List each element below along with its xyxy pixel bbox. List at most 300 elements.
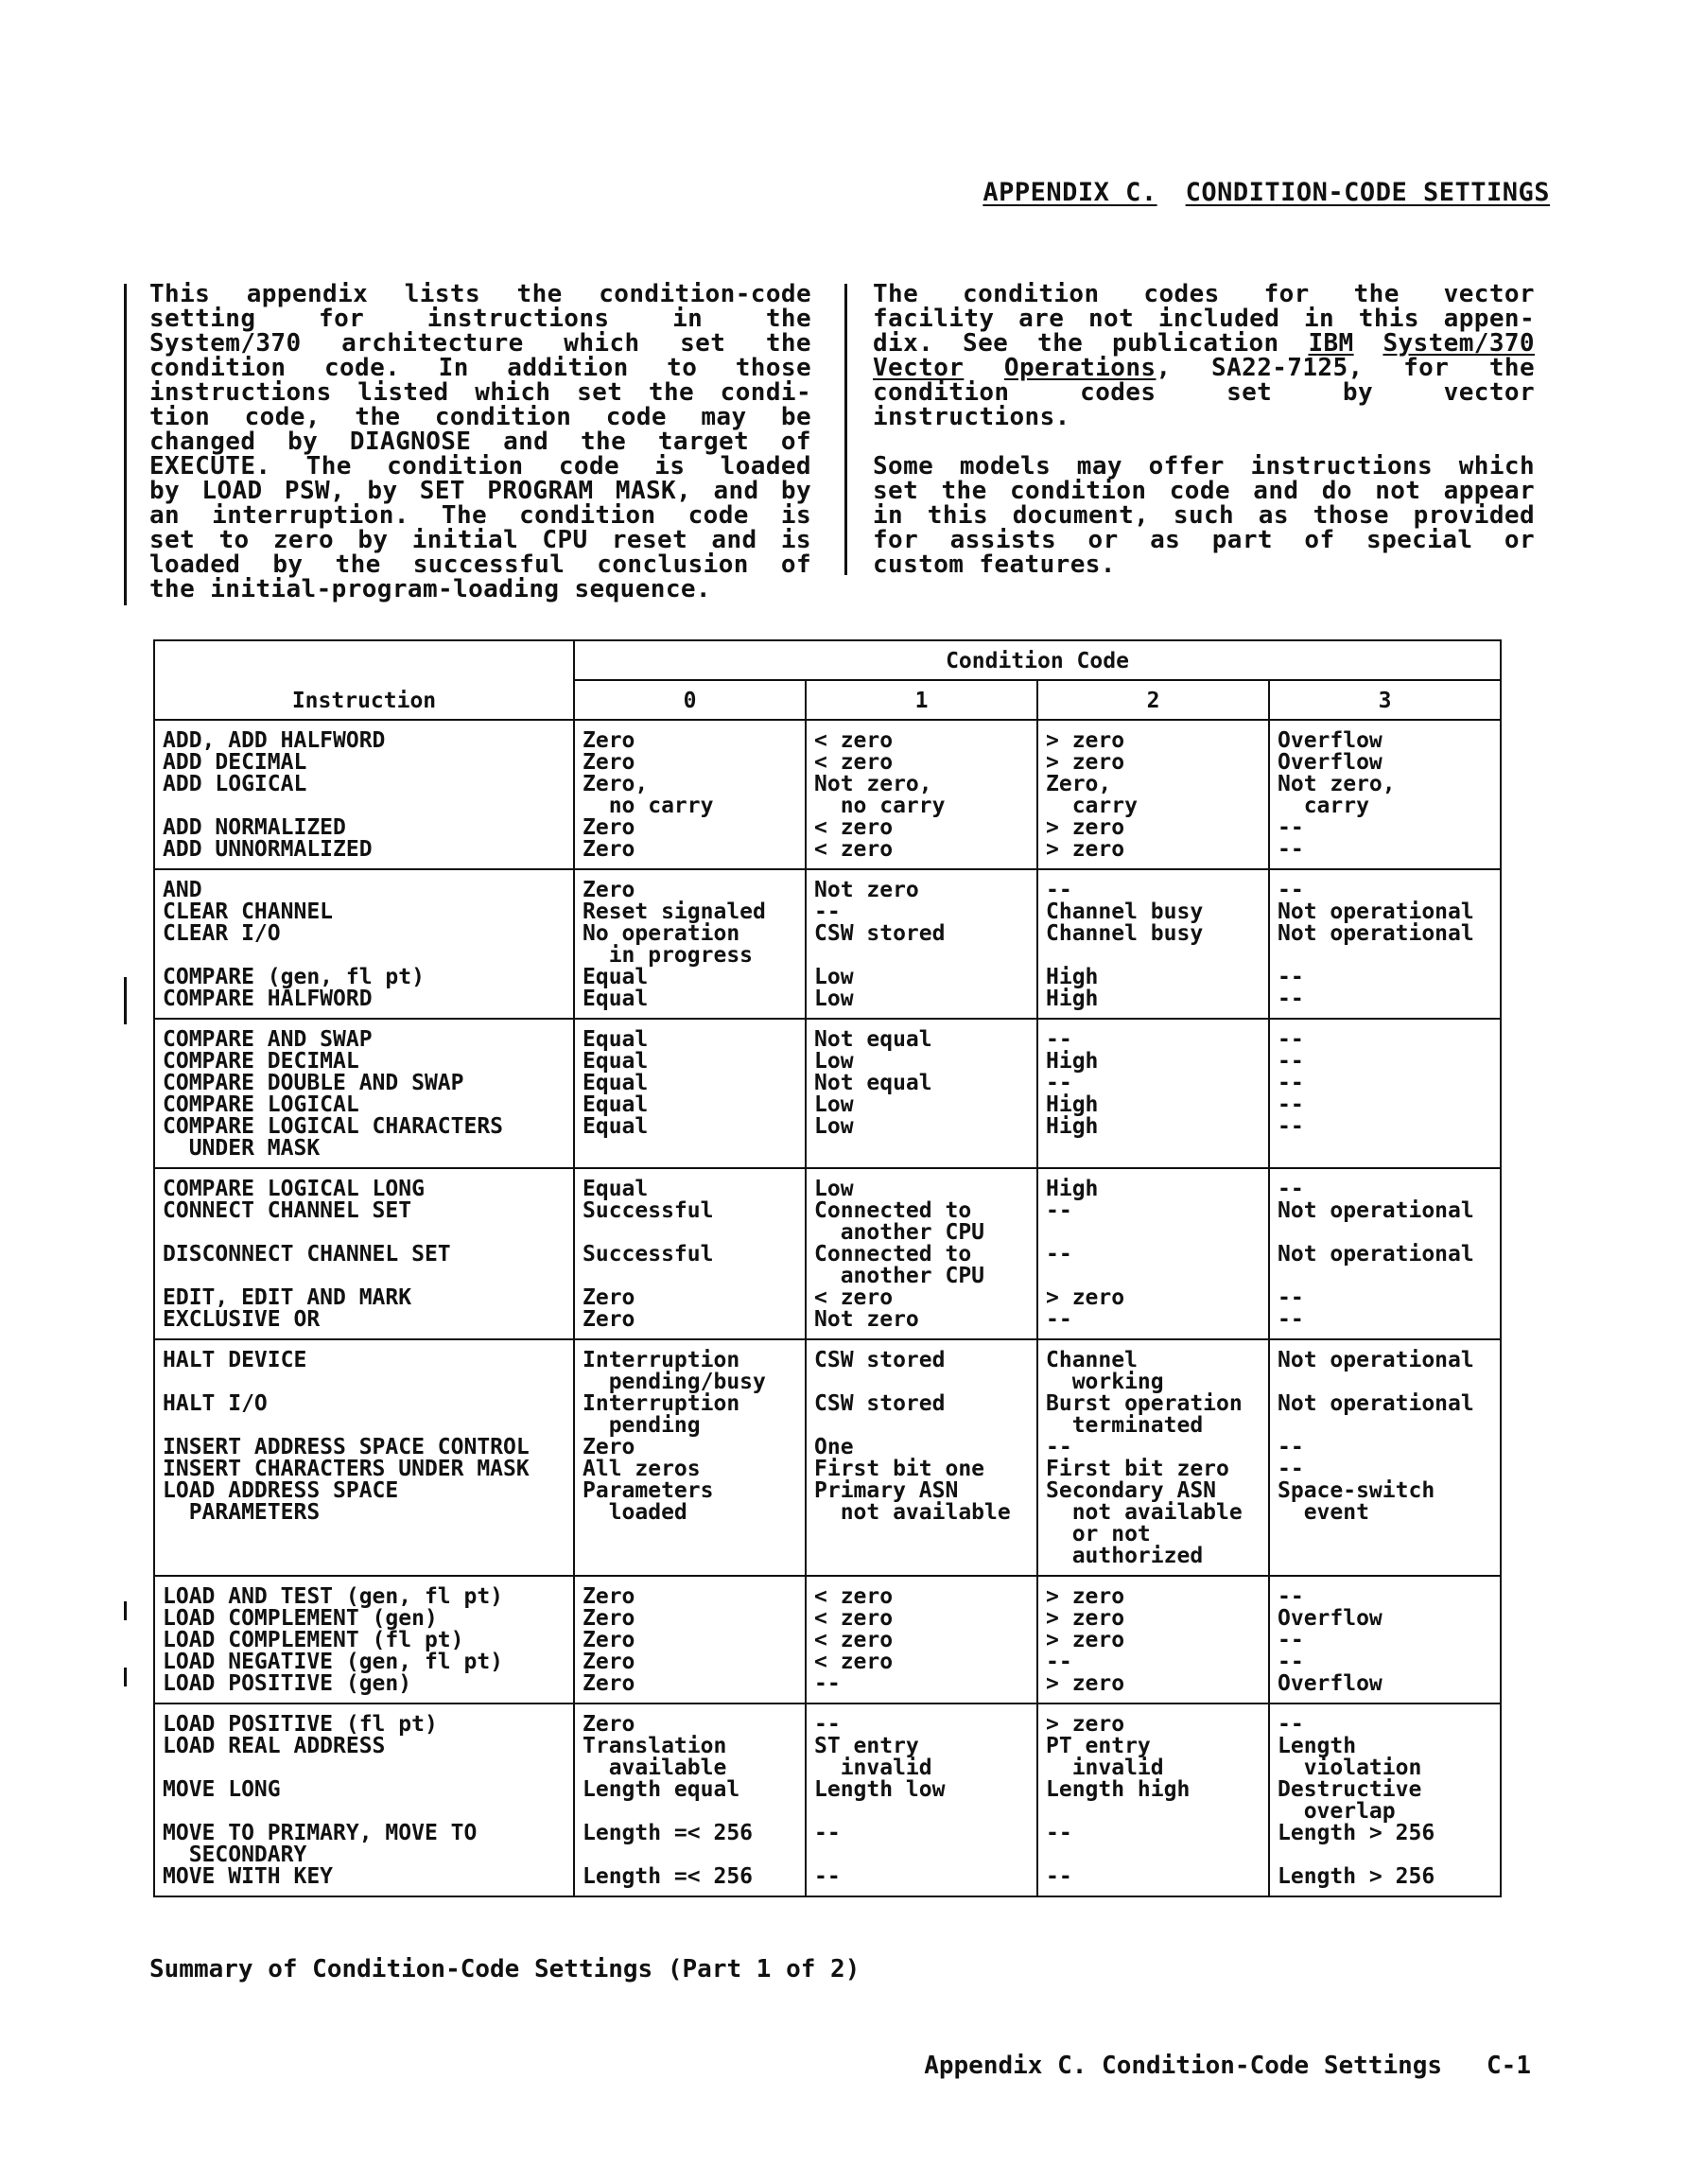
table-cell-line: < zero: [814, 815, 894, 840]
cell-cc3: [1269, 1704, 1501, 1896]
table-cell-line: [583, 1266, 805, 1287]
table-cell-line: High: [1046, 1114, 1099, 1139]
table-cell-line: LOAD REAL ADDRESS: [163, 1734, 386, 1758]
table-cell-line: Zero: [583, 1606, 635, 1631]
table-cell-line: --: [1278, 815, 1304, 840]
table-cell-line: Zero: [583, 837, 635, 862]
table-cell-line: > zero: [1046, 1671, 1125, 1696]
cell-cc0: [574, 720, 806, 869]
table-cell-line: [814, 1372, 1036, 1393]
table-cell-line: pending: [583, 1413, 701, 1438]
intro-right-line: instructions.: [873, 403, 1070, 431]
table-cell-line: HALT I/O: [163, 1391, 268, 1416]
table-cell-line: [814, 1844, 1036, 1866]
table-cell-line: Overflow: [1278, 728, 1383, 753]
table-cell-line: --: [814, 900, 841, 924]
table-cell-line: < zero: [814, 750, 894, 775]
table-cell-line: Space-switch: [1278, 1478, 1435, 1503]
revision-bar-load-negative: [124, 1668, 127, 1686]
table-cell-line: > zero: [1046, 837, 1125, 862]
table-cell-line: Zero: [583, 1307, 635, 1332]
table-cell-line: > zero: [1046, 1285, 1125, 1310]
table-cell-line: Zero: [583, 1285, 635, 1310]
table-cell-line: [163, 945, 573, 967]
table-cell-line: EXCLUSIVE OR: [163, 1307, 321, 1332]
cell-instruction: [154, 869, 574, 1019]
table-cell-line: Not operational: [1278, 1242, 1474, 1267]
publication-title-operations: Operations: [1003, 354, 1157, 382]
table-cell-line: --: [1046, 1242, 1072, 1267]
table-cell-line: Destructive: [1278, 1777, 1422, 1802]
intro-right-line: facility are not included in this appen-: [873, 305, 1535, 333]
table-cell-line: --: [814, 1671, 841, 1696]
table-cell-line: COMPARE DOUBLE AND SWAP: [163, 1071, 464, 1095]
table-cell-line: CLEAR I/O: [163, 921, 281, 946]
table-cell-line: Zero,: [583, 772, 649, 796]
cell-cc2: [1037, 1019, 1269, 1168]
table-cell-line: another CPU: [814, 1264, 985, 1288]
column-group-header-condition-code: Condition Code: [574, 640, 1501, 680]
intro-left-line: an interruption. The condition code is: [149, 501, 811, 530]
table-cell-line: invalid: [1046, 1756, 1164, 1780]
table-cell-line: COMPARE DECIMAL: [163, 1049, 359, 1074]
table-cell-line: Not operational: [1278, 921, 1474, 946]
table-cell-line: > zero: [1046, 1712, 1125, 1737]
table-cell-line: [814, 1138, 1036, 1160]
table-cell-line: LOAD COMPLEMENT (gen): [163, 1606, 438, 1631]
table-cell-line: Equal: [583, 1177, 649, 1201]
table-cell-line: [163, 1801, 573, 1823]
column-header-cc0: 0: [574, 680, 806, 720]
table-cell-line: Translation: [583, 1734, 727, 1758]
table-cell-line: [583, 1844, 805, 1866]
table-cell-line: pending/busy: [583, 1370, 766, 1394]
table-cell-line: High: [1046, 987, 1099, 1011]
table-cell-line: Length > 256: [1278, 1864, 1435, 1889]
table-cell-line: --: [1278, 1435, 1304, 1459]
table-cell-line: LOAD COMPLEMENT (fl pt): [163, 1628, 464, 1652]
table-cell-line: [583, 1524, 805, 1546]
revision-bar-right-intro: [844, 284, 847, 575]
table-cell-line: CLEAR CHANNEL: [163, 900, 334, 924]
table-cell-line: [1278, 1222, 1500, 1244]
intro-right-paragraph-2: [873, 454, 1535, 577]
table-cell-line: [1278, 1546, 1500, 1567]
table-cell-line: [1046, 1844, 1268, 1866]
table-cell-line: Length =< 256: [583, 1821, 754, 1845]
table-cell-line: First bit one: [814, 1457, 985, 1481]
column-header-cc2: 2: [1037, 680, 1269, 720]
column-header-cc1: 1: [806, 680, 1037, 720]
table-cell-line: working: [1046, 1370, 1164, 1394]
table-cell-line: [163, 1757, 573, 1779]
intro-left-line: This appendix lists the condition-code: [149, 280, 811, 308]
table-cell-line: Not operational: [1278, 1391, 1474, 1416]
table-cell-line: --: [1046, 1821, 1072, 1845]
table-cell-line: overlap: [1278, 1799, 1396, 1824]
intro-left-line: instructions listed which set the condi-: [149, 378, 811, 407]
table-cell-line: LOAD POSITIVE (gen): [163, 1671, 412, 1696]
table-cell-line: Overflow: [1278, 750, 1383, 775]
table-cell-line: UNDER MASK: [163, 1136, 321, 1161]
table-row-group: [154, 869, 1501, 1019]
table-cell-line: ADD LOGICAL: [163, 772, 307, 796]
table-cell-line: Not operational: [1278, 1348, 1474, 1372]
table-cell-line: [814, 1546, 1036, 1567]
table-cell-line: Zero: [583, 728, 635, 753]
table-cell-line: Equal: [583, 1092, 649, 1117]
table-cell-line: COMPARE LOGICAL CHARACTERS: [163, 1114, 504, 1139]
cell-cc0: [574, 1339, 806, 1576]
table-cell-line: Zero: [583, 1712, 635, 1737]
table-cell-line: Connected to: [814, 1242, 972, 1267]
table-cell-line: carry: [1278, 794, 1369, 818]
table-cell-line: < zero: [814, 1606, 894, 1631]
intro-left-line: EXECUTE. The condition code is loaded: [149, 452, 811, 480]
table-cell-line: --: [1278, 1584, 1304, 1609]
table-cell-line: [814, 945, 1036, 967]
cell-cc3: [1269, 1019, 1501, 1168]
table-cell-line: Zero: [583, 1435, 635, 1459]
table-cell-line: Equal: [583, 965, 649, 989]
table-cell-line: Length =< 256: [583, 1864, 754, 1889]
table-cell-line: [583, 1801, 805, 1823]
table-cell-line: [814, 1524, 1036, 1546]
table-cell-line: COMPARE (gen, fl pt): [163, 965, 425, 989]
revision-bar-compare: [124, 977, 127, 1024]
table-cell-line: --: [814, 1712, 841, 1737]
table-cell-line: Primary ASN: [814, 1478, 959, 1503]
table-cell-line: Not zero,: [1278, 772, 1396, 796]
table-cell-line: Not equal: [814, 1027, 932, 1052]
table-cell-line: [583, 1546, 805, 1567]
cell-cc3: [1269, 1339, 1501, 1576]
table-cell-line: no carry: [583, 794, 714, 818]
table-row-group: [154, 1168, 1501, 1339]
table-cell-line: --: [1278, 878, 1304, 902]
table-cell-line: [1278, 1844, 1500, 1866]
table-cell-line: > zero: [1046, 1584, 1125, 1609]
intro-left-column: [149, 282, 811, 602]
table-cell-line: Successful: [583, 1242, 714, 1267]
table-cell-line: --: [1278, 1114, 1304, 1139]
table-cell-line: Zero: [583, 750, 635, 775]
table-cell-line: [163, 1266, 573, 1287]
intro-right-line: Some models may offer instructions which: [873, 452, 1535, 480]
table-cell-line: [1046, 1222, 1268, 1244]
table-cell-line: CONNECT CHANNEL SET: [163, 1198, 412, 1223]
table-cell-line: Channel: [1046, 1348, 1138, 1372]
table-cell-line: CSW stored: [814, 1391, 946, 1416]
table-cell-line: Length: [1278, 1734, 1357, 1758]
table-cell-line: --: [1278, 1457, 1304, 1481]
table-row-group: [154, 1339, 1501, 1576]
cell-cc2: [1037, 1168, 1269, 1339]
cell-cc1: [806, 869, 1037, 1019]
table-cell-line: --: [1046, 1650, 1072, 1674]
table-cell-line: [163, 1415, 573, 1437]
table-cell-line: Not zero: [814, 1307, 919, 1332]
table-cell-line: not available: [1046, 1500, 1243, 1525]
table-cell-line: Successful: [583, 1198, 714, 1223]
table-cell-line: --: [1278, 1650, 1304, 1674]
cell-cc3: [1269, 869, 1501, 1019]
table-cell-line: Low: [814, 1092, 854, 1117]
table-cell-line: EDIT, EDIT AND MARK: [163, 1285, 412, 1310]
table-cell-line: < zero: [814, 1285, 894, 1310]
table-cell-line: available: [583, 1756, 727, 1780]
cell-cc3: [1269, 720, 1501, 869]
intro-right-line: in this document, such as those provided: [873, 501, 1535, 530]
cell-instruction: [154, 1704, 574, 1896]
table-cell-line: --: [1278, 965, 1304, 989]
table-cell-line: ADD DECIMAL: [163, 750, 307, 775]
table-cell-line: Connected to: [814, 1198, 972, 1223]
table-cell-line: > zero: [1046, 1606, 1125, 1631]
table-cell-line: Length equal: [583, 1777, 740, 1802]
table-cell-line: [583, 1138, 805, 1160]
cell-cc3: [1269, 1576, 1501, 1704]
intro-left-line: set to zero by initial CPU reset and is: [149, 526, 811, 554]
table-cell-line: Low: [814, 965, 854, 989]
intro-right-line: condition codes set by vector: [873, 378, 1535, 407]
table-cell-line: event: [1278, 1500, 1369, 1525]
table-cell-line: > zero: [1046, 750, 1125, 775]
cell-cc0: [574, 1019, 806, 1168]
cell-instruction: [154, 1339, 574, 1576]
table-cell-line: --: [814, 1864, 841, 1889]
table-cell-line: Zero: [583, 878, 635, 902]
cell-instruction: [154, 1019, 574, 1168]
table-cell-line: in progress: [583, 943, 754, 968]
table-cell-line: carry: [1046, 794, 1138, 818]
table-cell-line: LOAD ADDRESS SPACE: [163, 1478, 399, 1503]
table-cell-line: Equal: [583, 1071, 649, 1095]
table-cell-line: [1278, 1415, 1500, 1437]
table-cell-line: authorized: [1046, 1544, 1204, 1568]
table-cell-line: [1278, 1138, 1500, 1160]
table-cell-line: [1278, 1372, 1500, 1393]
table-cell-line: Zero: [583, 1584, 635, 1609]
table-cell-line: PT entry: [1046, 1734, 1151, 1758]
table-cell-line: > zero: [1046, 1628, 1125, 1652]
table-cell-line: Low: [814, 1049, 854, 1074]
table-cell-line: ADD NORMALIZED: [163, 815, 346, 840]
table-cell-line: ST entry: [814, 1734, 919, 1758]
cell-cc1: [806, 1576, 1037, 1704]
table-cell-line: Length high: [1046, 1777, 1191, 1802]
table-cell-line: > zero: [1046, 728, 1125, 753]
table-cell-line: LOAD AND TEST (gen, fl pt): [163, 1584, 504, 1609]
table-cell-line: --: [1278, 1628, 1304, 1652]
table-cell-line: --: [1046, 1198, 1072, 1223]
cell-cc2: [1037, 1339, 1269, 1576]
table-cell-line: INSERT CHARACTERS UNDER MASK: [163, 1457, 530, 1481]
table-cell-line: Length > 256: [1278, 1821, 1435, 1845]
condition-code-table: [153, 639, 1502, 1897]
table-cell-line: One: [814, 1435, 854, 1459]
table-cell-line: INSERT ADDRESS SPACE CONTROL: [163, 1435, 530, 1459]
cell-cc0: [574, 1168, 806, 1339]
table-cell-line: --: [1046, 1071, 1072, 1095]
table-cell-line: no carry: [814, 794, 946, 818]
table-cell-line: SECONDARY: [163, 1843, 307, 1867]
table-cell-line: Not equal: [814, 1071, 932, 1095]
table-cell-line: Equal: [583, 987, 649, 1011]
table-cell-line: Equal: [583, 1114, 649, 1139]
table-row-group: [154, 1704, 1501, 1896]
table-cell-line: First bit zero: [1046, 1457, 1229, 1481]
table-cell-line: Channel busy: [1046, 900, 1204, 924]
table-cell-line: violation: [1278, 1756, 1422, 1780]
table-cell-line: COMPARE LOGICAL: [163, 1092, 359, 1117]
table-cell-line: CSW stored: [814, 921, 946, 946]
table-cell-line: HALT DEVICE: [163, 1348, 307, 1372]
table-cell-line: Reset signaled: [583, 900, 766, 924]
cell-cc1: [806, 1019, 1037, 1168]
table-cell-line: [163, 1546, 573, 1567]
table-cell-line: < zero: [814, 1628, 894, 1652]
table-cell-line: AND: [163, 878, 202, 902]
intro-right-line: custom features.: [873, 550, 1116, 579]
table-cell-line: [1046, 1138, 1268, 1160]
table-cell-line: --: [1278, 1177, 1304, 1201]
table-row-group: [154, 1576, 1501, 1704]
publication-title-ibm: IBM: [1308, 329, 1354, 358]
table-cell-line: --: [1278, 837, 1304, 862]
cell-cc1: [806, 720, 1037, 869]
appendix-label: APPENDIX C.: [983, 178, 1157, 207]
intro-left-line: by LOAD PSW, by SET PROGRAM MASK, and by: [149, 477, 811, 505]
table-cell-line: [163, 1222, 573, 1244]
table-cell-line: Low: [814, 1114, 854, 1139]
table-cell-line: Channel busy: [1046, 921, 1204, 946]
cell-cc1: [806, 1704, 1037, 1896]
table-cell-line: --: [1278, 1712, 1304, 1737]
table-cell-line: MOVE LONG: [163, 1777, 281, 1802]
table-row-group: [154, 720, 1501, 869]
table-cell-line: --: [1278, 1092, 1304, 1117]
table-cell-line: --: [1278, 1049, 1304, 1074]
cell-cc0: [574, 1704, 806, 1896]
table-cell-line: High: [1046, 1049, 1099, 1074]
table-cell-line: --: [1046, 1435, 1072, 1459]
intro-right-line: The condition codes for the vector: [873, 280, 1535, 308]
intro-right-line: Vector Operations, SA22-7125, for the: [873, 354, 1535, 382]
intro-left-line: loaded by the successful conclusion of: [149, 550, 811, 579]
intro-left-line: setting for instructions in the: [149, 305, 811, 333]
intro-left-line: System/370 architecture which set the: [149, 329, 811, 358]
table-cell-line: LOAD NEGATIVE (gen, fl pt): [163, 1650, 504, 1674]
cell-instruction: [154, 720, 574, 869]
revision-bar-left-intro: [124, 284, 127, 605]
cell-cc2: [1037, 720, 1269, 869]
table-cell-line: --: [1278, 1071, 1304, 1095]
cell-instruction: [154, 1576, 574, 1704]
cell-cc1: [806, 1168, 1037, 1339]
table-cell-line: High: [1046, 1092, 1099, 1117]
table-cell-line: Secondary ASN: [1046, 1478, 1217, 1503]
table-cell-line: Overflow: [1278, 1671, 1383, 1696]
table-cell-line: Overflow: [1278, 1606, 1383, 1631]
table-cell-line: COMPARE LOGICAL LONG: [163, 1177, 425, 1201]
table-cell-line: Not operational: [1278, 900, 1474, 924]
table-cell-line: [1278, 945, 1500, 967]
intro-right-line: for assists or as part of special or: [873, 526, 1535, 554]
table-cell-line: --: [1046, 1307, 1072, 1332]
table-cell-line: Zero,: [1046, 772, 1112, 796]
table-cell-line: < zero: [814, 728, 894, 753]
table-cell-line: All zeros: [583, 1457, 701, 1481]
cell-cc2: [1037, 1576, 1269, 1704]
table-cell-line: --: [1278, 987, 1304, 1011]
page-title: [983, 178, 1550, 207]
cell-cc1: [806, 1339, 1037, 1576]
table-cell-line: < zero: [814, 1650, 894, 1674]
table-cell-line: PARAMETERS: [163, 1500, 321, 1525]
table-cell-line: [163, 1372, 573, 1393]
table-cell-line: invalid: [814, 1756, 932, 1780]
table-cell-line: or not: [1046, 1522, 1151, 1546]
table-cell-line: > zero: [1046, 815, 1125, 840]
table-cell-line: Equal: [583, 1049, 649, 1074]
table-cell-line: another CPU: [814, 1220, 985, 1245]
table-caption: Summary of Condition-Code Settings (Part 1 of 2): [149, 1955, 861, 1983]
table-cell-line: High: [1046, 1177, 1099, 1201]
cell-instruction: [154, 1168, 574, 1339]
table-cell-line: MOVE TO PRIMARY, MOVE TO: [163, 1821, 478, 1845]
table-cell-line: [1046, 945, 1268, 967]
table-cell-line: Zero: [583, 1628, 635, 1652]
table-cell-line: --: [814, 1821, 841, 1845]
table-cell-line: No operation: [583, 921, 740, 946]
table-cell-line: COMPARE AND SWAP: [163, 1027, 373, 1052]
table-cell-line: Low: [814, 987, 854, 1011]
table-cell-line: LOAD POSITIVE (fl pt): [163, 1712, 438, 1737]
intro-right-line: set the condition code and do not appear: [873, 477, 1535, 505]
page-footer: Appendix C. Condition-Code Settings C-1: [924, 2052, 1531, 2080]
appendix-title: CONDITION-CODE SETTINGS: [1185, 178, 1550, 207]
table-cell-line: [163, 795, 573, 817]
table-cell-line: [1278, 1266, 1500, 1287]
table-cell-line: < zero: [814, 1584, 894, 1609]
table-cell-line: Low: [814, 1177, 854, 1201]
intro-left-line: changed by DIAGNOSE and the target of: [149, 428, 811, 456]
table-cell-line: CSW stored: [814, 1348, 946, 1372]
column-header-instruction: Instruction: [154, 640, 574, 720]
table-cell-line: [814, 1415, 1036, 1437]
table-row-group: [154, 1019, 1501, 1168]
table-cell-line: [1046, 1801, 1268, 1823]
intro-right-column: [873, 282, 1535, 577]
cell-cc0: [574, 869, 806, 1019]
table-cell-line: Not zero,: [814, 772, 932, 796]
table-cell-line: Burst operation: [1046, 1391, 1243, 1416]
table-cell-line: [583, 1222, 805, 1244]
table-cell-line: Not zero: [814, 878, 919, 902]
intro-right-line: dix. See the publication IBM System/370: [873, 329, 1535, 358]
table-cell-line: loaded: [583, 1500, 687, 1525]
table-cell-line: MOVE WITH KEY: [163, 1864, 334, 1889]
table-cell-line: Not operational: [1278, 1198, 1474, 1223]
table-cell-line: [1046, 1266, 1268, 1287]
table-cell-line: [1278, 1524, 1500, 1546]
table-cell-line: Parameters: [583, 1478, 714, 1503]
cell-cc2: [1037, 1704, 1269, 1896]
intro-left-line: tion code, the condition code may be: [149, 403, 811, 431]
cell-cc2: [1037, 869, 1269, 1019]
cell-cc0: [574, 1576, 806, 1704]
